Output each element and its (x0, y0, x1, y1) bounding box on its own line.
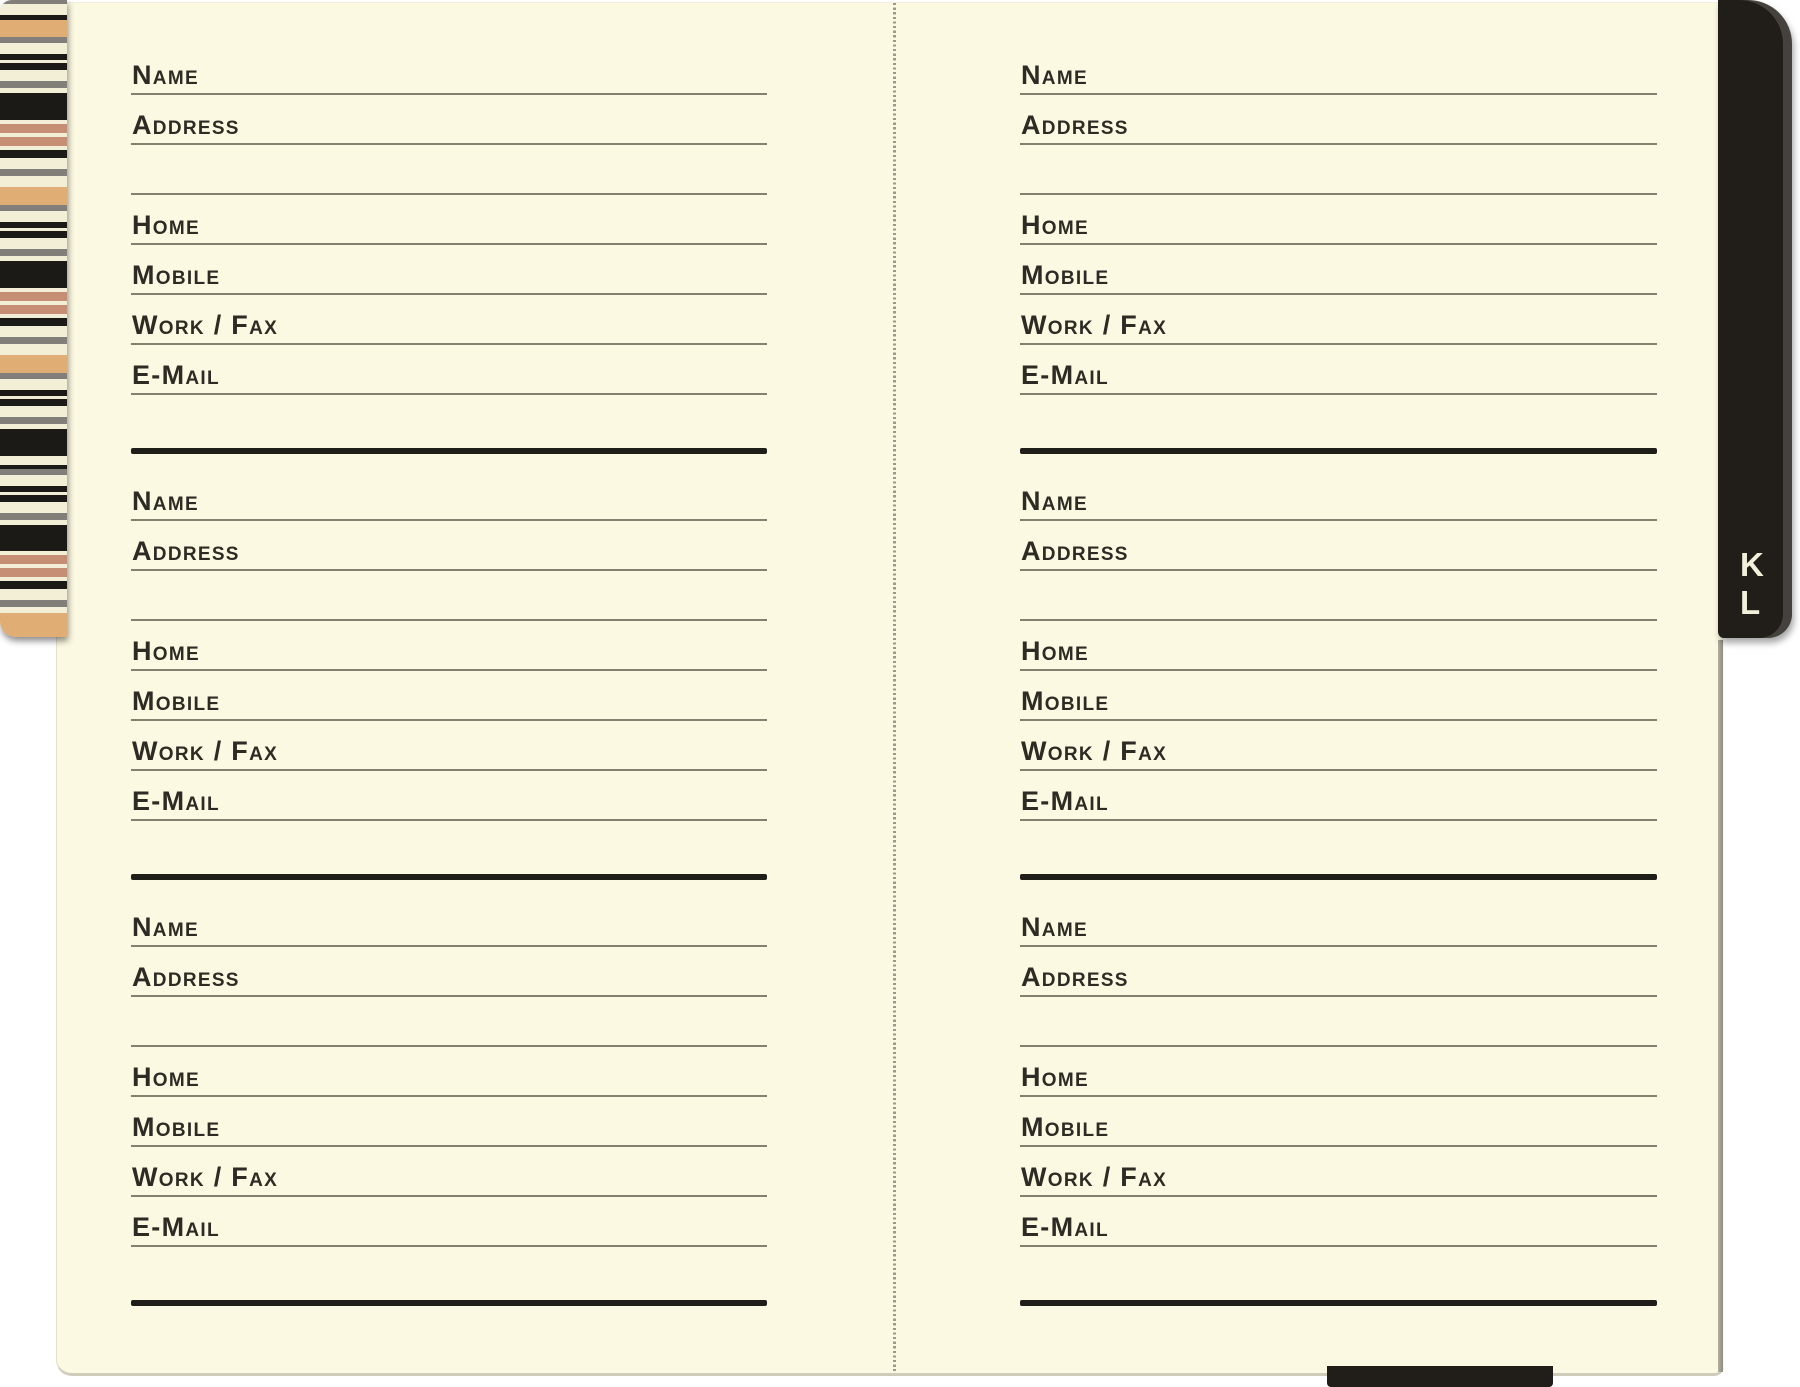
field-label-name: Name (1021, 912, 1088, 942)
field-email (131, 1211, 767, 1251)
field-line (131, 393, 767, 395)
cover-stripe (0, 318, 67, 326)
field-work-fax (1020, 309, 1657, 349)
field-line (1020, 343, 1657, 345)
field-home (131, 209, 767, 249)
field-mobile (1020, 685, 1657, 725)
field-home (1020, 1061, 1657, 1101)
field-line (131, 1145, 767, 1147)
cover-stripe (0, 70, 67, 81)
tab-letters (1740, 546, 1764, 622)
block-separator (131, 874, 767, 880)
field-email (131, 359, 767, 399)
field-home (131, 1061, 767, 1101)
field-home (131, 635, 767, 675)
field-label-address: Address (1021, 110, 1129, 140)
field-line (1020, 995, 1657, 997)
field-label-name: Name (132, 60, 199, 90)
field-line (131, 1045, 767, 1047)
cover-stripe (0, 137, 67, 146)
page-spread (56, 2, 1724, 1376)
page-stack-edge (1718, 640, 1723, 1372)
field-line (131, 519, 767, 521)
field-mobile (131, 259, 767, 299)
page-left (131, 3, 767, 1373)
field-label-mobile: Mobile (132, 1112, 221, 1142)
field-label-work-fax: Work / Fax (132, 1162, 279, 1192)
field-line (1020, 945, 1657, 947)
striped-cover-band (0, 0, 67, 637)
field-email (131, 785, 767, 825)
field-line (1020, 143, 1657, 145)
cover-stripe (0, 344, 67, 355)
field-label-home: Home (132, 636, 200, 666)
field-work-fax (131, 309, 767, 349)
cover-stripe (0, 406, 67, 417)
cover-stripe (0, 292, 67, 301)
cover-stripe (0, 525, 67, 551)
field-label-mobile: Mobile (1021, 1112, 1110, 1142)
cover-stripe (0, 337, 67, 344)
field-address (131, 535, 767, 575)
address-entry-block (131, 485, 767, 885)
block-separator (131, 1300, 767, 1306)
cover-stripe (0, 513, 67, 520)
field-address-line2 (131, 585, 767, 625)
field-address (1020, 961, 1657, 1001)
field-address (1020, 535, 1657, 575)
address-entry-block (131, 59, 767, 459)
field-line (131, 193, 767, 195)
field-line (1020, 243, 1657, 245)
cover-stripe (0, 187, 67, 205)
cover-stripe (0, 600, 67, 607)
field-label-name: Name (132, 912, 199, 942)
field-label-home: Home (1021, 210, 1089, 240)
field-work-fax (131, 735, 767, 775)
cover-stripe (0, 124, 67, 133)
cover-stripe (0, 261, 67, 288)
field-label-home: Home (132, 1062, 200, 1092)
cover-stripe (0, 613, 67, 637)
field-line (131, 619, 767, 621)
field-label-name: Name (1021, 60, 1088, 90)
field-label-email: E-Mail (132, 1212, 220, 1242)
field-label-name: Name (132, 486, 199, 516)
field-home (1020, 635, 1657, 675)
field-label-mobile: Mobile (132, 260, 221, 290)
field-line (131, 1195, 767, 1197)
field-label-home: Home (132, 210, 200, 240)
field-line (131, 569, 767, 571)
cover-stripe (0, 63, 67, 70)
field-label-email: E-Mail (132, 786, 220, 816)
address-entry-block (1020, 59, 1657, 459)
field-label-mobile: Mobile (1021, 260, 1110, 290)
cover-stripe (0, 429, 67, 456)
cover-stripe (0, 379, 67, 390)
cover-stripe (0, 20, 67, 37)
tab-letter-k: K (1740, 546, 1765, 583)
field-email (1020, 785, 1657, 825)
field-line (131, 769, 767, 771)
field-line (1020, 93, 1657, 95)
field-address-line2 (131, 1011, 767, 1051)
field-label-email: E-Mail (1021, 786, 1109, 816)
field-line (131, 343, 767, 345)
cover-stripe (0, 158, 67, 169)
address-entry-block (131, 911, 767, 1311)
field-line (1020, 519, 1657, 521)
address-entry-block (1020, 485, 1657, 885)
field-name (131, 485, 767, 525)
field-line (1020, 619, 1657, 621)
field-line (131, 945, 767, 947)
field-label-email: E-Mail (132, 360, 220, 390)
cover-stripe (0, 211, 67, 222)
field-mobile (1020, 1111, 1657, 1151)
field-label-address: Address (132, 536, 240, 566)
field-mobile (131, 1111, 767, 1151)
field-address (1020, 109, 1657, 149)
field-line (1020, 569, 1657, 571)
field-label-work-fax: Work / Fax (1021, 736, 1168, 766)
field-address (131, 109, 767, 149)
cover-stripe (0, 176, 67, 187)
field-line (1020, 293, 1657, 295)
cover-stripe (0, 43, 67, 54)
field-name (1020, 485, 1657, 525)
field-name (131, 59, 767, 99)
field-home (1020, 209, 1657, 249)
cover-stripe (0, 249, 67, 256)
cover-stripe (0, 93, 67, 120)
cover-stripe (0, 568, 67, 577)
field-label-address: Address (1021, 962, 1129, 992)
cover-stripe (0, 589, 67, 600)
field-line (1020, 1195, 1657, 1197)
cover-stripe (0, 399, 67, 406)
cover-stripe (0, 581, 67, 589)
field-line (1020, 193, 1657, 195)
cover-stripe (0, 417, 67, 424)
center-stitching-line (893, 3, 896, 1371)
field-line (1020, 393, 1657, 395)
cover-bottom-edge (1327, 1366, 1553, 1387)
cover-stripe (0, 495, 67, 502)
field-line (1020, 1145, 1657, 1147)
field-address-line2 (1020, 585, 1657, 625)
field-label-work-fax: Work / Fax (1021, 1162, 1168, 1192)
field-label-home: Home (1021, 1062, 1089, 1092)
field-address-line2 (1020, 159, 1657, 199)
field-email (1020, 359, 1657, 399)
field-label-mobile: Mobile (132, 686, 221, 716)
field-label-email: E-Mail (1021, 360, 1109, 390)
cover-stripe (0, 150, 67, 158)
page-right (1020, 3, 1657, 1373)
field-line (1020, 819, 1657, 821)
field-line (1020, 769, 1657, 771)
index-tab-kl[interactable] (1718, 0, 1792, 638)
field-line (1020, 1095, 1657, 1097)
field-label-home: Home (1021, 636, 1089, 666)
field-label-mobile: Mobile (1021, 686, 1110, 716)
cover-stripe (0, 475, 67, 486)
field-work-fax (131, 1161, 767, 1201)
field-address (131, 961, 767, 1001)
cover-stripe (0, 169, 67, 176)
field-line (131, 243, 767, 245)
block-separator (1020, 1300, 1657, 1306)
cover-stripe (0, 81, 67, 88)
cover-stripe (0, 231, 67, 238)
field-mobile (1020, 259, 1657, 299)
block-separator (1020, 448, 1657, 454)
field-line (131, 1245, 767, 1247)
cover-stripe (0, 355, 67, 373)
cover-stripe (0, 456, 67, 465)
cover-stripe (0, 238, 67, 249)
cover-stripe (0, 502, 67, 513)
field-label-address: Address (132, 962, 240, 992)
field-line (131, 293, 767, 295)
field-label-email: E-Mail (1021, 1212, 1109, 1242)
field-name (1020, 911, 1657, 951)
field-work-fax (1020, 1161, 1657, 1201)
field-label-work-fax: Work / Fax (132, 310, 279, 340)
field-email (1020, 1211, 1657, 1251)
field-line (1020, 1045, 1657, 1047)
cover-stripe (0, 555, 67, 564)
field-label-work-fax: Work / Fax (132, 736, 279, 766)
field-line (131, 1095, 767, 1097)
field-line (1020, 1245, 1657, 1247)
field-name (131, 911, 767, 951)
field-line (131, 719, 767, 721)
field-line (131, 143, 767, 145)
field-line (131, 93, 767, 95)
field-line (1020, 669, 1657, 671)
field-label-work-fax: Work / Fax (1021, 310, 1168, 340)
field-mobile (131, 685, 767, 725)
field-label-address: Address (1021, 536, 1129, 566)
address-entry-block (1020, 911, 1657, 1311)
cover-stripe (0, 326, 67, 337)
block-separator (131, 448, 767, 454)
field-work-fax (1020, 735, 1657, 775)
cover-stripe (0, 305, 67, 314)
field-address-line2 (131, 159, 767, 199)
tab-letter-l: L (1740, 584, 1761, 621)
field-line (131, 995, 767, 997)
block-separator (1020, 874, 1657, 880)
field-line (131, 669, 767, 671)
field-label-address: Address (132, 110, 240, 140)
field-line (1020, 719, 1657, 721)
field-name (1020, 59, 1657, 99)
field-label-name: Name (1021, 486, 1088, 516)
field-line (131, 819, 767, 821)
field-address-line2 (1020, 1011, 1657, 1051)
cover-stripe (0, 4, 67, 15)
